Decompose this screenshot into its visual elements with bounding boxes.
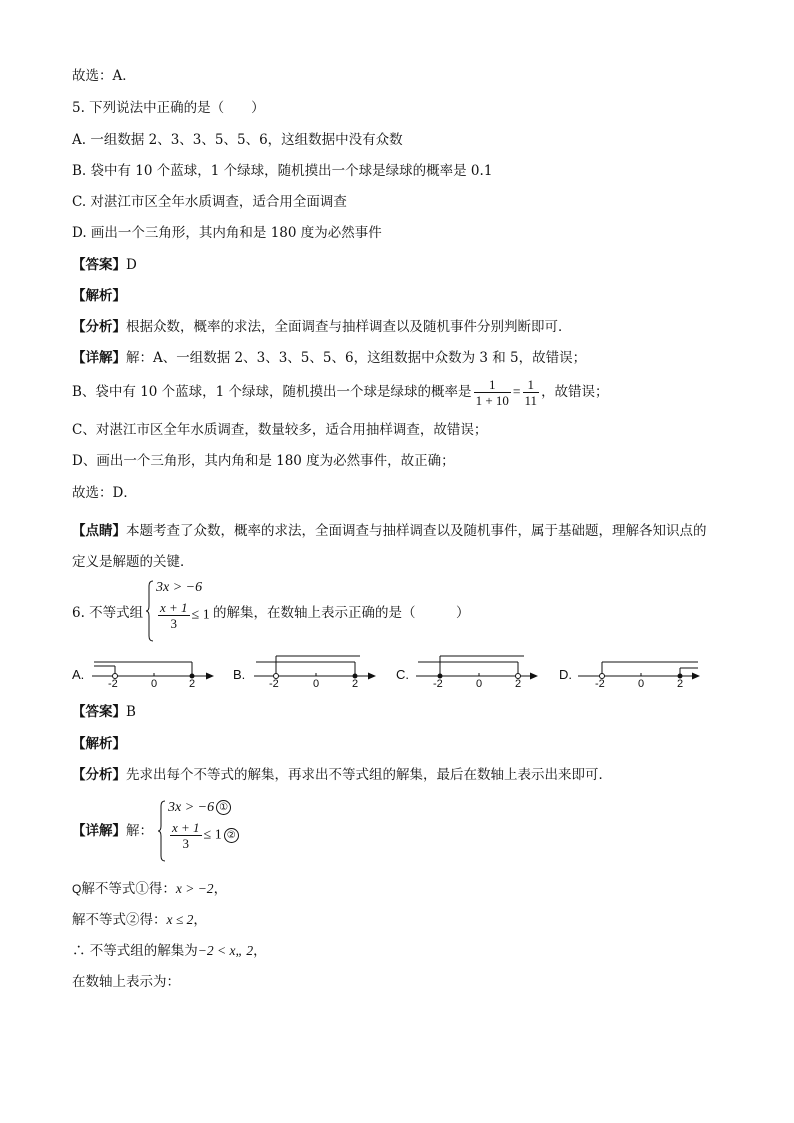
equals-sign: = <box>512 384 521 399</box>
detail-b-post: ，故错误； <box>541 384 609 400</box>
step-1 <box>72 880 227 898</box>
answer-tag: 【答案】 <box>72 257 126 273</box>
step-2 <box>72 911 207 929</box>
tick-label: 2 <box>515 678 522 690</box>
step-3-text: ∴ 不等式组的解集为 <box>72 943 198 959</box>
fraction-1-over-11-sum <box>474 377 511 408</box>
left-brace-icon <box>146 580 154 642</box>
system-row-2 <box>156 600 210 631</box>
detail-tag: 【详解】 <box>72 823 126 839</box>
fraction-numerator: 1 <box>474 377 511 393</box>
tick-label: -2 <box>595 678 605 690</box>
step-1-text: 解不等式①得： <box>81 881 176 897</box>
because-symbol: Q <box>72 882 82 896</box>
option-a-label: A. <box>72 667 85 682</box>
system-row-1 <box>168 800 231 816</box>
system-row-2-rest: ≤ 1 <box>203 827 222 843</box>
tick-label: 2 <box>352 678 359 690</box>
detail-text: 解： <box>126 823 153 839</box>
tick-label: -2 <box>433 678 443 690</box>
fraction-denominator: 1 + 10 <box>475 393 509 408</box>
question-5-option-a: A. 一组数据 2、3、3、5、5、6，这组数据中没有众数 <box>72 132 403 148</box>
fraction-denominator: 11 <box>524 393 538 408</box>
step-2-text: 解不等式②得： <box>72 912 167 928</box>
inequality-system-numbered <box>158 800 248 862</box>
fraction-numerator: 1 <box>523 377 540 393</box>
detail-tag: 【详解】 <box>72 350 126 366</box>
fraction-numerator: x + 1 <box>172 820 200 835</box>
analysis-tag: 【分析】 <box>72 767 126 783</box>
detail-5-c: C、对湛江市区全年水质调查，数量较多，适合用抽样调查，故错误； <box>72 422 488 438</box>
tick-label: -2 <box>269 678 279 690</box>
analysis-5 <box>72 318 572 336</box>
conclusion-5: 故选：D． <box>72 485 137 501</box>
number-line-b <box>250 652 380 690</box>
step-4: 在数轴上表示为： <box>72 974 180 990</box>
question-5-stem: 5. 下列说法中正确的是（ ） <box>72 100 265 116</box>
answer-tag: 【答案】 <box>72 704 126 720</box>
step-1-math: x > −2 <box>175 881 214 896</box>
system-row-1-math: 3x > −6 <box>168 800 215 815</box>
question-6-pre: 6. 不等式组 <box>72 605 144 621</box>
option-b-label: B. <box>233 667 246 682</box>
question-5-option-b: B. 袋中有 10 个蓝球，1 个绿球，随机摸出一个球是绿球的概率是 0.1 <box>72 163 493 179</box>
option-d-label: D. <box>559 667 572 682</box>
number-line-d <box>574 652 704 690</box>
option-c-label: C. <box>396 667 409 682</box>
tick-label: 0 <box>313 678 320 690</box>
question-5-option-c: C. 对湛江市区全年水质调查，适合用全面调查 <box>72 194 347 210</box>
system-row-1: 3x > −6 <box>156 580 203 595</box>
detail-6 <box>72 822 153 840</box>
comment-5 <box>72 516 718 578</box>
tick-label: -2 <box>108 678 118 690</box>
question-5-option-d: D. 画出一个三角形，其内角和是 180 度为必然事件 <box>72 225 382 241</box>
fraction-1-over-11 <box>523 377 540 408</box>
left-brace-icon <box>158 800 166 862</box>
tick-label: 2 <box>677 678 684 690</box>
analysis-text: 根据众数，概率的求法，全面调查与抽样调查以及随机事件分别判断即可． <box>126 319 572 335</box>
number-line-a <box>88 652 218 690</box>
step-3-math: −2 < x„ 2 <box>197 943 254 958</box>
circled-two-marker: ② <box>224 828 239 843</box>
system-fraction <box>158 600 190 631</box>
step-1-post: ， <box>213 881 228 897</box>
analysis-heading-5: 【解析】 <box>72 288 126 304</box>
answer-6 <box>72 703 136 721</box>
number-line-c <box>412 652 542 690</box>
fraction-numerator: x + 1 <box>160 600 188 615</box>
system-fraction <box>170 820 202 851</box>
answer-5 <box>72 256 137 274</box>
tick-label: 0 <box>151 678 158 690</box>
fraction-denominator: 3 <box>170 616 178 631</box>
analysis-6 <box>72 766 612 784</box>
step-3 <box>72 942 267 960</box>
system-row-2 <box>168 820 239 851</box>
detail-text: 解：A、一组数据 2、3、3、5、5、6，这组数据中众数为 3 和 5，故错误； <box>126 350 587 366</box>
analysis-heading-6: 【解析】 <box>72 736 126 752</box>
analysis-text: 先求出每个不等式的解集，再求出不等式组的解集，最后在数轴上表示出来即可． <box>126 767 612 783</box>
fraction-denominator: 3 <box>182 836 190 851</box>
system-row-2-rest: ≤ 1 <box>191 607 210 623</box>
detail-5-d: D、画出一个三角形，其内角和是 180 度为必然事件，故正确； <box>72 453 455 469</box>
detail-5-b <box>72 377 609 408</box>
inequality-system <box>146 580 210 642</box>
comment-text: 本题考查了众数，概率的求法，全面调查与抽样调查以及随机事件，属于基础题，理解各知识点的定义是解题的关键． <box>72 523 707 570</box>
detail-5 <box>72 349 586 367</box>
analysis-tag: 【分析】 <box>72 319 126 335</box>
tick-label: 0 <box>476 678 483 690</box>
tick-label: 2 <box>189 678 196 690</box>
detail-b-pre: B、袋中有 10 个蓝球，1 个绿球，随机摸出一个球是绿球的概率是 <box>72 384 472 400</box>
prev-conclusion: 故选：A． <box>72 68 136 84</box>
step-3-post: ， <box>253 943 267 959</box>
comment-tag: 【点睛】 <box>72 523 126 539</box>
answer-value: B <box>126 704 136 720</box>
answer-value: D <box>126 257 137 273</box>
step-2-math: x ≤ 2 <box>166 912 194 927</box>
circled-one-marker: ① <box>216 800 231 815</box>
step-2-post: ， <box>193 912 207 928</box>
tick-label: 0 <box>638 678 645 690</box>
question-6-post: 的解集，在数轴上表示正确的是（ ） <box>213 605 470 621</box>
